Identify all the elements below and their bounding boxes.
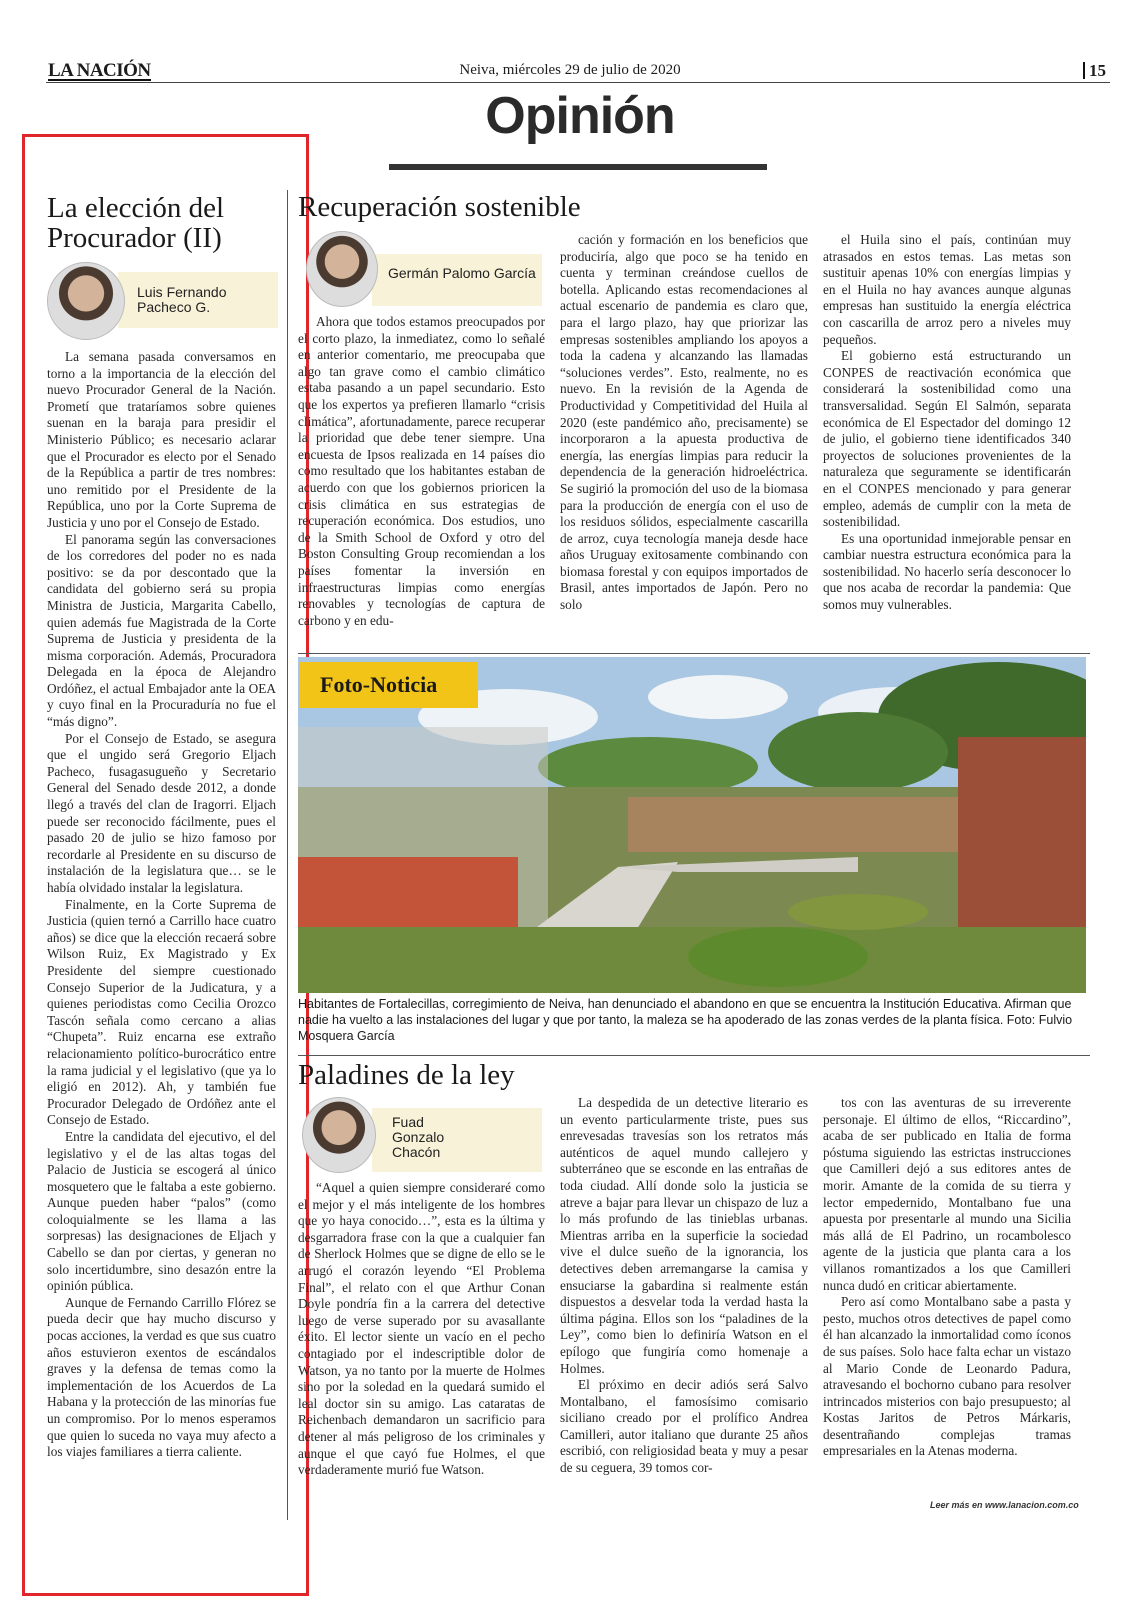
article3-author: Fuad Gonzalo Chacón (392, 1114, 445, 1160)
paragraph: cación y formación en los beneficios que produciría, algo que poco se ha tenido en cuenta y terminan creándose cuellos de botella. Aplicando estas recomendaciones al actual escenario de pandemia es claro que, para el largo plazo, hay que priorizar las empresas sostenibles ampliando los apoyos a toda la cadena y alcanzando las llamadas “soluciones verdes”. Esto, realmente, no es nuevo. En la revisión de la Agenda de Productividad y Competitividad del Huila al 2020 (este pandémico año, precisamente) se incorporaron a la apuesta productiva de energía, las energías limpias para reducir la dependencia de la generación hidroeléctrica. Se sugirió la promoción del uso de la biomasa para la producción de energía con el uso de los residuos sólidos, especialmente cascarilla de arroz, cuya tecnología maneja desde hace años Uruguay exitosamente combinando con biomasa forestal y con equipos importados de Brasil, antes importados de Japón. Pero no solo (560, 232, 808, 613)
masthead-rule (46, 82, 1110, 83)
article1-title: La elección del Procurador (II) (47, 192, 225, 255)
read-more-note: Leer más en www.lanacion.com.co (930, 1500, 1079, 1510)
photo-news-badge: Foto-Noticia (300, 662, 478, 708)
photo-caption: Habitantes de Fortalecillas, corregimiento de Neiva, han denunciado el abandono en que se encuentra la Institución Educativa. Afirman que nadie ha vuelto a las instalaciones del lugar y que por tanto, la maleza se ha apoderado de las zonas verdes de la planta física. Foto: Fulvio Mosquera García (298, 997, 1073, 1043)
article3-body-col2 (560, 1095, 808, 1477)
article1-author: Luis Fernando Pacheco G. (137, 284, 227, 315)
issue-date: Neiva, miércoles 29 de julio de 2020 (459, 62, 681, 78)
article2-title: Recuperación sostenible (298, 191, 581, 223)
paragraph: Ahora que todos estamos preocupados por el corto plazo, la inmediatez, como lo señalé en anterior comentario, me preocupaba que algo tan grave como el cambio climático estaba pasando a un papel secundario. Esto que los expertos ya prefieren llamarlo “crisis climática”, afortunadamente, parece recuperar la prioridad que debe tener siempre. Una encuesta de Ipsos realizada en 14 países dio como resultado que los habitantes estaban de acuerdo con que los gobiernos prioricen la crisis climática en sus estrategias de recuperación económica. Dos estudios, uno de la Smith School de Oxford y otro del Boston Consulting Group recomiendan a los países fomentar la inversión en infraestructuras limpias como energías renovables y tecnologías de captura de carbono y en edu- (298, 314, 545, 628)
article2-body-col3 (823, 232, 1071, 614)
paragraph: tos con las aventuras de su irreverente personaje. El último de ellos, “Riccardino”, acaba de ser publicado en Italia de forma póstuma siguiendo las estrictas instrucciones que Camilleri dejó a sus editores antes de morir. Amante de la comida de su tierra y lector empedernido, Montalbano fue una apuesta por presentarle al mundo una Sicilia más allá de El Padrino, un rocambolesco agente de la justicia que planta cara a los villanos romantizados a los que Camilleri nunca dudó en criticar abiertamente. (823, 1095, 1071, 1293)
author-photo (306, 231, 378, 307)
paragraph: El panorama según las conversaciones de los corredores del poder no es nada positivo: se da por descontado que la candidata del gobierno será su propia Ministra de Justicia, Margarita Cabello, quien además fue Magistrada de la Corte Suprema de Justicia y presidenta de la misma corporación. Además, Procuradora Delegada en la época de Alejandro Ordóñez, el actual Embajador ante la OEA y cuyo final en la Procuraduría no fue el “más digno”. (47, 531, 276, 730)
paragraph: “Aquel a quien siempre consideraré como el mejor y el más inteligente de los hombres que yo haya conocido…”, esta es la última y desgarradora frase con la que a cualquier fan de Sherlock Holmes que se digne de ello se le arrugó el corazón leyendo “El Problema Final”, el relato con el que Arthur Conan Doyle pondría fin a la carrera del detective luego de verse superado por su avasallante éxito. El lector siente un vacío en el pecho contagiado por el indescriptible dolor de Watson, ya no tanto por la muerte de Holmes sino por la soledad en la quedará sumido el leal doctor sin su amigo. Las cataratas de Reichenbach demandaron un sacrificio para detener al más peligroso de los criminales y aunque el que cayó fue Holmes, el que verdaderamente murió fue Watson. (298, 1180, 545, 1478)
article2-author: Germán Palomo García (388, 265, 536, 281)
paragraph: La despedida de un detective literario es un evento particularmente triste, pues sus enrevesadas travesías son los retratos más auténticos de aquel mundo callejero y subterráneo que se esconde en las entrañas de toda ciudad. Allí donde solo la justicia se atreve a bajar para llevar un chispazo de luz a lo más profundo de las tinieblas urbanas. Mientras arriba en la superficie la sociedad vive el dulce sueño de la ignorancia, los detectives deben arremangarse la camisa y ensuciarse la gabardina si realmente están dispuestos a desvelar toda la verdad hasta la última página. Ellos son los “paladines de la Ley”, como bien lo definiría Watson en el epílogo que fungiría como homenaje a Holmes. (560, 1095, 808, 1376)
newspaper-logo: LA NACIÓN (48, 60, 151, 81)
paragraph: Es una oportunidad inmejorable pensar en cambiar nuestra estructura económica para la sostenibilidad. No hacerlo sería desconocer lo que nos acaba de recordar la pandemia: Que somos muy vulnerables. (823, 530, 1071, 613)
paragraph: El gobierno está estructurando un CONPES de reactivación económica que considerará la sostenibilidad como una transversalidad. Según El Salmón, separata económica de El Espectador del domingo 12 de julio, el gobierno tiene identificados 340 proyectos de soluciones provenientes de la naturaleza que seguramente se identificarán en el CONPES mencionado y para generar empleo, además de cumplir con la meta de sostenibilidad. (823, 348, 1071, 530)
article3-title: Paladines de la ley (298, 1059, 515, 1091)
author-photo (302, 1097, 376, 1173)
article3-body-col3 (823, 1095, 1071, 1460)
article2-body-col2 (560, 232, 808, 614)
paragraph: Por el Consejo de Estado, se asegura que el ungido será Gregorio Eljach Pacheco, fusagasugueño y Secretario General del Senado desde 2012, a donde llegó a través del clan de Iragorri. Eljach puede ser reconocido fácilmente, pues el pasado 20 de julio se hizo famoso por recordarle al Presidente en su discurso de instalación de la legislatura que… se le había olvidado instalar la legislatura. (47, 730, 276, 895)
section-title: Opinión (485, 87, 675, 145)
section-rule (298, 653, 1090, 654)
paragraph: Finalmente, en la Corte Suprema de Justicia (quien ternó a Carrillo hace cuatro años) se dice que la elección recaerá sobre Wilson Ruiz, Ex Magistrado y Ex Presidente del siempre cuestionado Consejo Superior de la Judicatura, y a quienes periodistas como Cecilia Orozco Tascón señala como cercano a alias “Chupeta”. Ruiz encarna ese extraño relacionamiento político-burocrático entre la rama judicial y el legislativo (que ya lo eligió en 2012). Ah, y también fue Procurador Delegado de Ordóñez ante el Consejo de Estado. (47, 896, 276, 1128)
article2-body-col1 (298, 314, 545, 629)
article3-body-col1 (298, 1180, 545, 1479)
section-underline (389, 164, 767, 170)
paragraph: La semana pasada conversamos en torno a la importancia de la elección del nuevo Procurador General de la Nación. Prometí que trataríamos sobre quienes suenan en la baraja para presidir el Ministerio Público; es necesario aclarar que el Procurador es electo por el Senado de la República a partir de tres nombres: uno remitido por el Presidente de la República, uno por la Corte Suprema de Justicia y uno por el Consejo de Estado. (47, 349, 276, 530)
paragraph: El próximo en decir adiós será Salvo Montalbano, el famosísimo comisario siciliano creado por el prolífico Andrea Camilleri, autor italiano que durante 25 años escribió, con religiosidad beata y muy a pesar de su ceguera, 39 tomos cor- (560, 1377, 808, 1476)
page-number: 15 (1083, 62, 1106, 79)
paragraph: Entre la candidata del ejecutivo, el del legislativo y el de las altas togas del Palacio de Justicia se escogerá al único mosquetero que le faltaba a este gobierno. Aunque pueden haber “palos” (como coloquialmente se les llama a las sorpresas) las designaciones de Eljach y Cabello se dan por ciertas, y generan no solo incertidumbre, sino desazón entre la opinión pública. (47, 1128, 276, 1294)
paragraph: Aunque de Fernando Carrillo Flórez se pueda decir que hay mucho discurso y pocas acciones, la verdad es que sus cuatro años estuvieron exentos de escándalos graves y la defensa de temas como la implementación de los Acuerdos de La Habana y la protección de las minorías fue un compromiso. Por lo menos esperamos que quien lo suceda no vaya muy afecto a los viajes familiares a tierra caliente. (47, 1294, 276, 1460)
column-divider (287, 190, 288, 1520)
section-rule (298, 1055, 1090, 1056)
paragraph: el Huila sino el país, continúan muy atrasados en estos temas. Las metas son sustituir apenas 10% con energías limpias y en el Huila no hay avances aunque algunas empresas han sustituido la energía eléctrica con cascarilla de arroz pero a niveles muy pequeños. (823, 232, 1071, 347)
paragraph: Pero así como Montalbano sabe a pasta y pesto, muchos otros detectives de papel como él han alcanzado la inmortalidad como íconos de sus países. Solo hace falta echar un vistazo al Mario Conde de Leonardo Padura, atravesando el bochorno cubano para resolver intrincados misterios con bajo presupuesto; al Kostas Jaritos de Petros Márkaris, desentrañando complejas tramas empresariales en la Atenas moderna. (823, 1294, 1071, 1459)
author-photo (47, 262, 125, 340)
article1-body (47, 349, 276, 1461)
